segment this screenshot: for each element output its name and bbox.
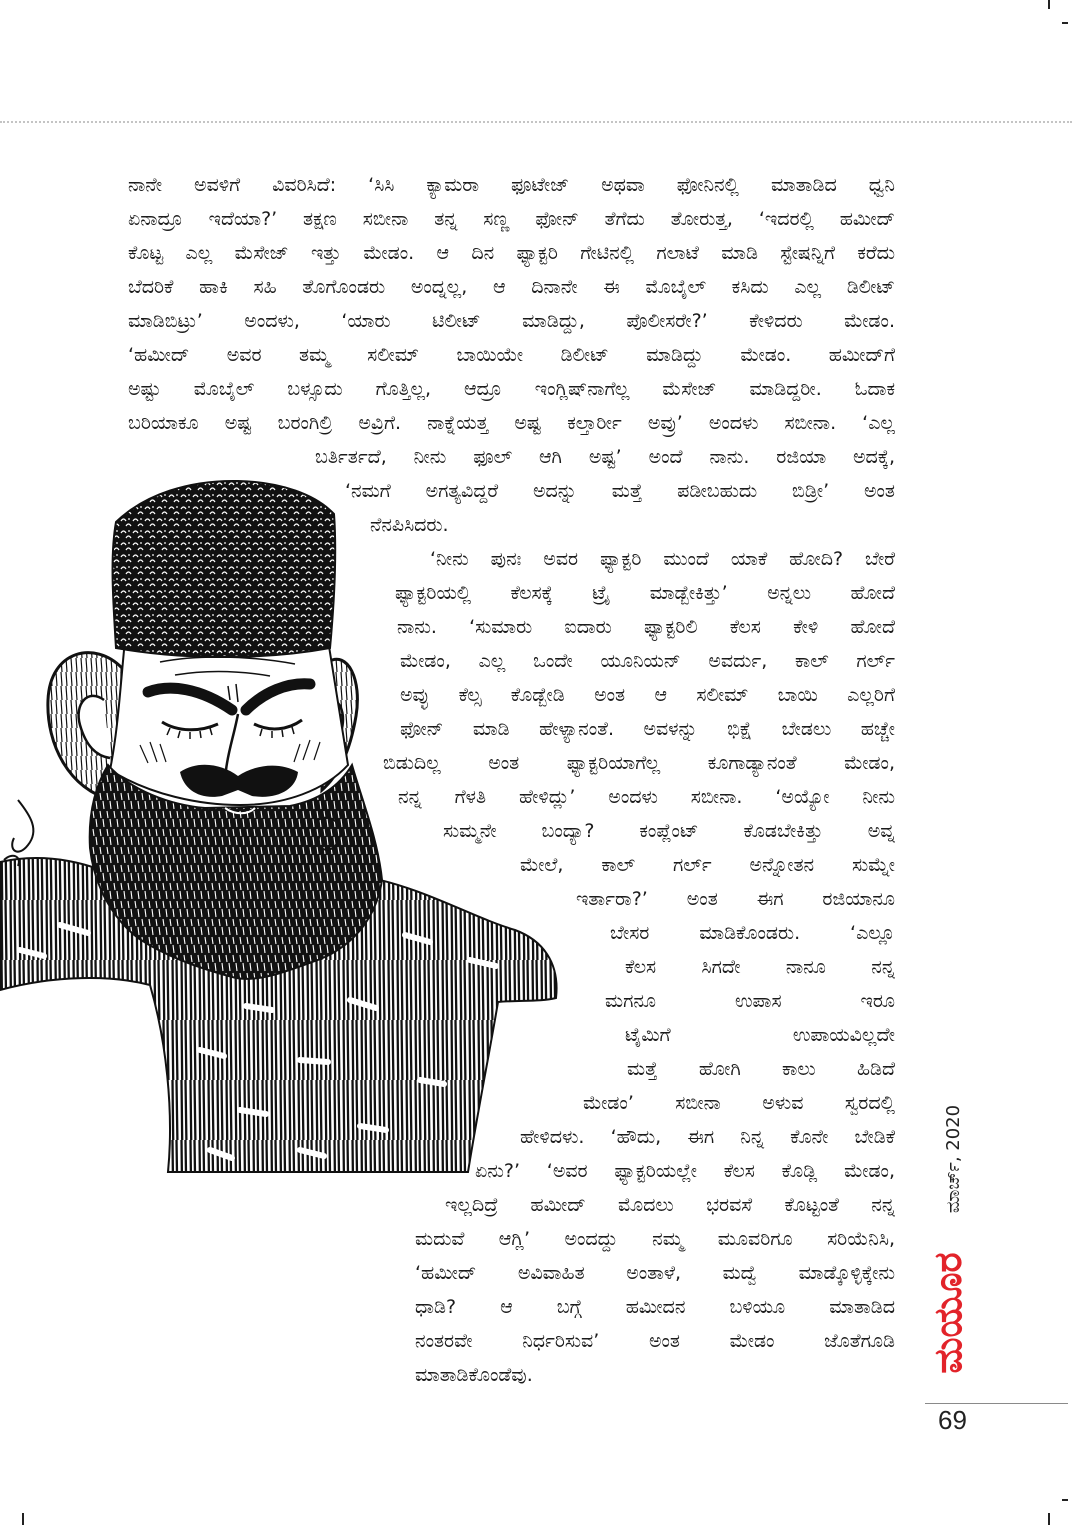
article-line: ಧಾಡಿ? ಆ ಬಗ್ಗೆ ಹಮೀದನ ಬಳಿಯೂ ಮಾತಾಡಿದ <box>415 1296 895 1318</box>
issue-date: ಮಾರ್ಚ್, 2020 <box>943 1104 964 1214</box>
article-line: ಫ್ಯಾಕ್ಟರಿಯಲ್ಲಿ ಕೆಲಸಕ್ಕೆ ಟ್ರೈ ಮಾಡ್ಬೇಕಿತ್ತು’ ಅನ್ನಲು ಹೋದೆ <box>395 582 895 604</box>
article-line: ಇರ್ತಾರಾ?’ ಅಂತ ಈಗ ರಜಿಯಾನೂ <box>576 888 895 910</box>
article-line: ‘ಹಮೀದ್ ಅವಿವಾಹಿತ ಅಂತಾಳೆ, ಮದ್ವೆ ಮಾಡ್ಕೊಳ್ಳಿಕ್ಕೇನು <box>415 1262 895 1284</box>
article-line: ಬೇಸರ ಮಾಡಿಕೊಂಡರು. ‘ಎಲ್ಲೂ <box>610 922 895 944</box>
article-line: ಮಗನೂ ಉಪಾಸ ಇರೂ <box>605 990 895 1012</box>
article-line: ನೆನಪಿಸಿದರು. <box>370 514 449 536</box>
page-number: 69 <box>938 1405 967 1435</box>
article-line: ಮತ್ತೆ ಹೋಗಿ ಕಾಲು ಹಿಡಿದೆ <box>627 1058 895 1080</box>
article-line: ಮೇಡಂ, ಎಲ್ಲ ಒಂದೇ ಯೂನಿಯನ್ ಅವರ್ದು, ಕಾಲ್ ಗರ್ಲ್ <box>400 650 895 672</box>
article-line: ಮಾತಾಡಿಕೊಂಡೆವು. <box>415 1364 533 1386</box>
article-line: ಮದುವೆ ಆಗ್ಲಿ’ ಅಂದದ್ದು ನಮ್ಮ ಮೂವರಿಗೂ ಸರಿಯೆನಿಸಿ, <box>415 1228 895 1250</box>
article-line: ನಾನೇ ಅವಳಿಗೆ ವಿವರಿಸಿದೆ: ‘ಸಿಸಿ ಕ್ಯಾಮರಾ ಫೂಟೇಜ್ ಅಥವಾ ಫೋನಿನಲ್ಲಿ ಮಾತಾಡಿದ ಧ್ವನಿ <box>128 174 895 196</box>
article-line: ಸುಮ್ಮನೇ ಬಂದ್ಯಾ? ಕಂಪ್ಲೆಂಟ್ ಕೊಡಬೇಕಿತ್ತು ಅವ್ನ <box>443 820 895 842</box>
article-line: ಟೈಮಿಗೆ ಉಪಾಯವಿಲ್ಲದೇ <box>625 1024 895 1046</box>
article-line: ಏನು?’ ‘ಅವರ ಫ್ಯಾಕ್ಟರಿಯಲ್ಲೇ ಕೆಲಸ ಕೊಡ್ಲಿ ಮೇಡಂ, <box>475 1160 895 1182</box>
article-line: ಅವ್ಳು ಕೆಲ್ಸ ಕೊಡ್ಬೇಡಿ ಅಂತ ಆ ಸಲೀಮ್ ಬಾಯಿ ಎಲ್ಲರಿಗೆ <box>400 684 895 706</box>
article-line: ಏನಾದ್ರೂ ಇದೆಯಾ?’ ತಕ್ಷಣ ಸಬೀನಾ ತನ್ನ ಸಣ್ಣ ಫೋನ್ ತೆಗೆದು ತೋರುತ್ತ, ‘ಇದರಲ್ಲಿ ಹಮೀದ್ <box>128 208 895 230</box>
article-line: ಹೇಳಿದಳು. ‘ಹೌದು, ಈಗ ನಿನ್ನ ಕೊನೇ ಬೇಡಿಕೆ <box>520 1126 895 1148</box>
article-line: ಬಿಡುದಿಲ್ಲ ಅಂತ ಫ್ಯಾಕ್ಟರಿಯಾಗೆಲ್ಲ ಕೂಗಾಡ್ಯಾನಂತೆ ಮೇಡಂ, <box>383 752 895 774</box>
article-line: ಫೋನ್ ಮಾಡಿ ಹೇಳ್ಯಾನಂತೆ. ಅವಳನ್ನು ಭಿಕ್ಷೆ ಬೇಡಲು ಹಚ್ಚೇ <box>400 718 895 740</box>
article-line: ‘ನಮಗೆ ಅಗತ್ಯವಿದ್ದರೆ ಅದನ್ನು ಮತ್ತೆ ಪಡೀಬಹುದು ಬಿಡ್ರೀ’ ಅಂತ <box>345 480 895 502</box>
article-line: ಬರ್ತಿರ್ತದೆ, ನೀನು ಫೂಲ್ ಆಗಿ ಅಷ್ಟ’ ಅಂದೆ ನಾನು. ರಜಿಯಾ ಅದಕ್ಕೆ, <box>315 446 895 468</box>
article-line: ಕೆಲಸ ಸಿಗದೇ ನಾನೂ ನನ್ನ <box>625 956 895 978</box>
article-line: ಬರಿಯಾಕೂ ಅಷ್ಟ ಬರಂಗಿಲ್ರಿ ಅವ್ರಿಗೆ. ನಾಕ್ನೆಯತ್ತ ಅಷ್ಟ ಕಲ್ತಾರ್ರೀ ಅವ್ರು’ ಅಂದಳು ಸಬೀನಾ. ‘ಎಲ್ಲ <box>128 412 895 434</box>
article-line: ಇಲ್ಲದಿದ್ರೆ ಹಮೀದ್ ಮೊದಲು ಭರವಸೆ ಕೊಟ್ಟಂತೆ ನನ್ನ <box>445 1194 895 1216</box>
article-line: ಮಾಡಿಬಿಟ್ರು’ ಅಂದಳು, ‘ಯಾರು ಟಿಲೀಟ್ ಮಾಡಿದ್ದು, ಪೊಲೀಸರೇ?’ ಕೇಳಿದರು ಮೇಡಂ. <box>128 310 895 332</box>
article-line: ನಾನು. ‘ಸುಮಾರು ಐದಾರು ಫ್ಯಾಕ್ಟರಿಲಿ ಕೆಲಸ ಕೇಳಿ ಹೋದೆ <box>397 616 895 638</box>
magazine-logo: ಮಯೂರ <box>926 1252 970 1374</box>
article-line: ‘ಹಮೀದ್ ಅವರ ತಮ್ಮ ಸಲೀಮ್ ಬಾಯಿಯೇ ಡಿಲೀಟ್ ಮಾಡಿದ್ದು ಮೇಡಂ. ಹಮೀದ್‌ಗೆ <box>128 344 895 366</box>
article-line: ಅಷ್ಟು ಮೊಬೈಲ್ ಬಳ್ಸೂದು ಗೊತ್ತಿಲ್ಲ, ಆದ್ರೂ ಇಂಗ್ಲಿಷ್‌ನಾಗೆಲ್ಲ ಮೆಸೇಜ್ ಮಾಡಿದ್ದರೀ. ಓದಾಕ <box>128 378 895 400</box>
article-line: ನಂತರವೇ ನಿರ್ಧರಿಸುವ’ ಅಂತ ಮೇಡಂ ಜೊತೆಗೂಡಿ <box>415 1330 895 1352</box>
article-line: ನನ್ನ ಗೆಳತಿ ಹೇಳಿದ್ಲು’ ಅಂದಳು ಸಬೀನಾ. ‘ಅಯ್ಯೋ ನೀನು <box>398 786 895 808</box>
article-line: ಬೆದರಿಕೆ ಹಾಕಿ ಸಹಿ ತೊಗೊಂಡರು ಅಂದ್ನಲ್ಲ, ಆ ದಿನಾನೇ ಈ ಮೊಬೈಲ್ ಕಸಿದು ಎಲ್ಲ ಡಿಲೀಟ್ <box>128 276 895 298</box>
article-line: ಕೊಟ್ಟ ಎಲ್ಲ ಮೆಸೇಜ್ ಇತ್ತು ಮೇಡಂ. ಆ ದಿನ ಫ್ಯಾಕ್ಟರಿ ಗೇಟಿನಲ್ಲಿ ಗಲಾಟೆ ಮಾಡಿ ಸ್ಟೇಷನ್ನಿಗೆ ಕರೆದು <box>128 242 895 264</box>
article-line: ‘ನೀನು ಪುನಃ ಅವರ ಫ್ಯಾಕ್ಟರಿ ಮುಂದೆ ಯಾಕೆ ಹೋದಿ? ಬೇರೆ <box>430 548 895 570</box>
article-line: ಮೇಡಂ’ ಸಬೀನಾ ಅಳುವ ಸ್ವರದಲ್ಲಿ <box>583 1092 895 1114</box>
article-line: ಮೇಲೆ, ಕಾಲ್ ಗರ್ಲ್ ಅನ್ನೋತನ ಸುಮ್ನೇ <box>520 854 895 876</box>
